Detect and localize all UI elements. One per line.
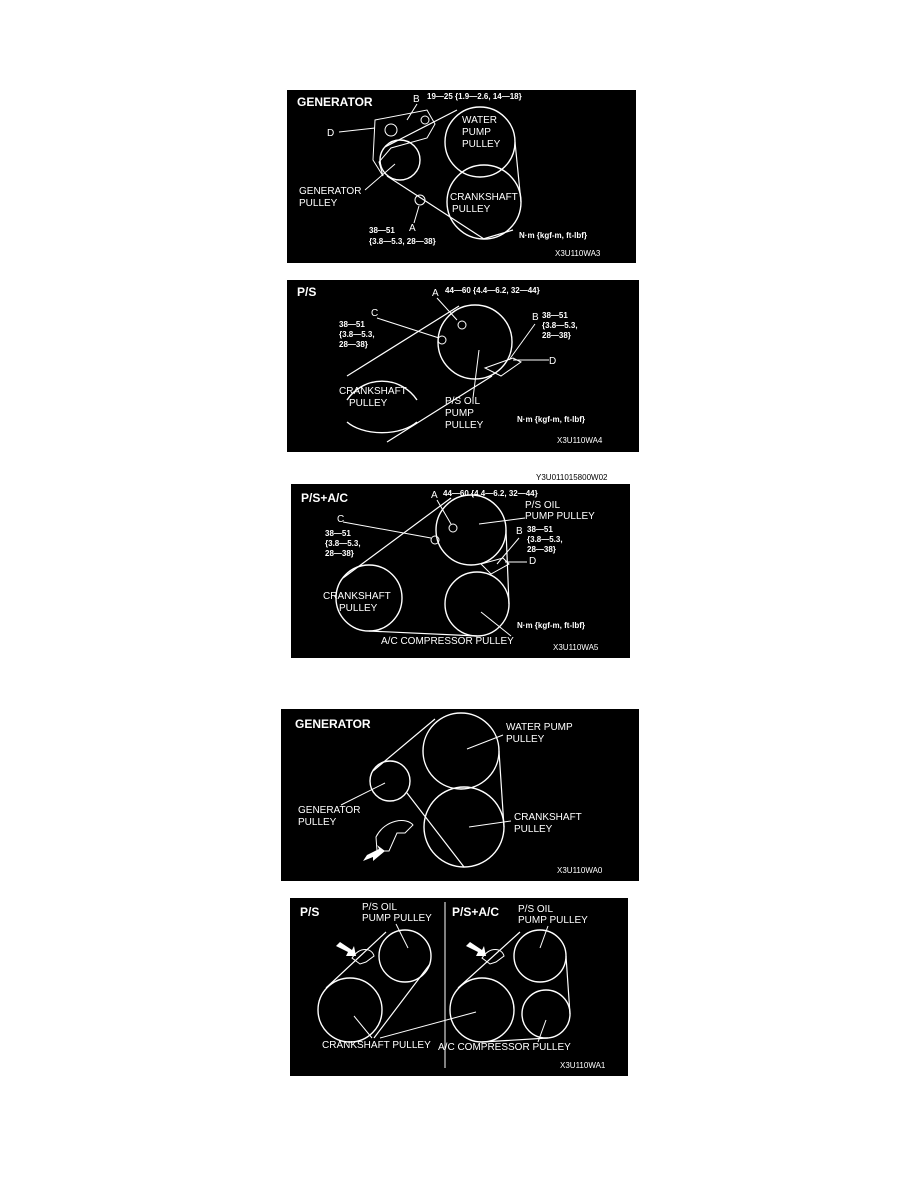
bolt-a — [458, 321, 466, 329]
torque-c-line3: 28—38} — [325, 549, 354, 558]
label-d: D — [327, 128, 335, 139]
label-crankshaft-line2: PULLEY — [514, 824, 553, 835]
label-crankshaft-line2: PULLEY — [339, 603, 378, 614]
label-c: C — [337, 514, 345, 525]
figure-code: X3U110WA0 — [557, 866, 603, 875]
adjuster-bracket — [481, 558, 509, 574]
torque-b-line1: 38—51 — [527, 525, 553, 534]
label-ps-pump-line3: PULLEY — [445, 420, 484, 431]
panel-title: P/S — [297, 285, 317, 299]
label-crankshaft-line1: CRANKSHAFT — [514, 812, 582, 823]
push-arrow-icon — [363, 845, 385, 861]
label-water-pump-line2: PULLEY — [506, 734, 545, 745]
figure-code: X3U110WA1 — [560, 1061, 606, 1070]
label-crankshaft-line1: CRANKSHAFT — [339, 386, 407, 397]
torque-b-line2: {3.8—5.3, — [542, 321, 578, 330]
bolt-c — [438, 336, 446, 344]
label-crankshaft-line1: CRANKSHAFT — [323, 591, 391, 602]
label-crankshaft-line1: CRANKSHAFT — [450, 192, 518, 203]
leader-b — [497, 538, 519, 564]
ps-torque-drawing — [287, 280, 639, 452]
label-a: A — [409, 223, 416, 234]
panel-title: GENERATOR — [295, 717, 371, 731]
label-ac-compressor: A/C COMPRESSOR PULLEY — [381, 636, 514, 647]
label-ps-pump-right-line1: P/S OIL — [518, 904, 554, 915]
crankshaft-pulley-left — [318, 978, 382, 1042]
torque-a-line1: 38—51 — [369, 226, 395, 235]
label-ps-pump-left-line2: PUMP PULLEY — [362, 913, 432, 924]
diagram-ps-ac-torque — [291, 484, 630, 658]
units: N·m {kgf-m, ft-lbf} — [519, 231, 587, 240]
torque-b-line2: {3.8—5.3, — [527, 535, 563, 544]
ps-oil-pump-pulley — [436, 495, 506, 565]
label-crankshaft: CRANKSHAFT PULLEY — [322, 1040, 431, 1051]
figure-code: X3U110WA3 — [555, 249, 601, 258]
label-water-pump-line2: PUMP — [462, 127, 491, 138]
label-ps-pump-left-line1: P/S OIL — [362, 902, 398, 913]
crankshaft-pulley-arc-lower — [347, 422, 417, 433]
label-generator-line2: PULLEY — [299, 198, 338, 209]
generator-deflection-drawing — [281, 709, 639, 881]
torque-b: 19—25 {1.9—2.6, 14—18} — [427, 92, 522, 101]
generator-bracket — [373, 110, 435, 176]
torque-a: 44—60 {4.4—6.2, 32—44} — [445, 286, 540, 295]
figure-code: X3U110WA4 — [557, 436, 603, 445]
leader-ps-pump-right — [540, 926, 548, 948]
label-b: B — [413, 94, 420, 105]
label-ps-pump-line1: P/S OIL — [445, 396, 481, 407]
label-d: D — [549, 356, 557, 367]
label-c: C — [371, 308, 379, 319]
crankshaft-pulley — [424, 787, 504, 867]
panel-title-right: P/S+A/C — [452, 905, 500, 919]
panel-title-left: P/S — [300, 905, 320, 919]
leader-c — [343, 522, 431, 538]
diagram-generator-torque — [287, 90, 636, 263]
leader-b — [509, 324, 535, 360]
label-water-pump-line3: PULLEY — [462, 139, 501, 150]
diagram-ps-ac-deflection — [290, 898, 628, 1076]
label-water-pump-line1: WATER — [462, 115, 497, 126]
label-generator-line1: GENERATOR — [299, 186, 362, 197]
diagram-generator-deflection — [281, 709, 639, 881]
generator-torque-drawing — [287, 90, 636, 263]
torque-c-line2: {3.8—5.3, — [339, 330, 375, 339]
label-ps-pump-line2: PUMP — [445, 408, 474, 419]
leader-c — [377, 318, 439, 338]
torque-b-line1: 38—51 — [542, 311, 568, 320]
push-arrow-icon-left — [336, 942, 356, 956]
label-crankshaft-line2: PULLEY — [452, 204, 491, 215]
label-b: B — [516, 526, 523, 537]
top-code-label: Y3U011015800W02 — [536, 473, 608, 482]
label-a: A — [432, 288, 439, 299]
torque-c-line3: 28—38} — [339, 340, 368, 349]
ps-oil-pump-pulley — [438, 305, 512, 379]
units: N·m {kgf-m, ft-lbf} — [517, 415, 585, 424]
push-arrow-icon-right — [466, 942, 486, 956]
ps-oil-pump-pulley-left — [379, 930, 431, 982]
label-crankshaft-line2: PULLEY — [349, 398, 388, 409]
drive-belt — [385, 110, 521, 239]
label-water-pump-line1: WATER PUMP — [506, 722, 573, 733]
bolt-d — [385, 124, 397, 136]
leader-d — [339, 128, 375, 132]
label-generator-line2: PULLEY — [298, 817, 337, 828]
panel-title: GENERATOR — [297, 95, 373, 109]
ps-oil-pump-pulley-right — [514, 930, 566, 982]
units: N·m {kgf-m, ft-lbf} — [517, 621, 585, 630]
label-generator-line1: GENERATOR — [298, 805, 361, 816]
hand-icon — [376, 821, 413, 851]
hand-icon-left — [352, 950, 374, 965]
ps-ac-deflection-drawing — [290, 898, 628, 1076]
label-ps-pump-line1: P/S OIL — [525, 500, 561, 511]
leader-crankshaft — [469, 821, 511, 827]
label-d: D — [529, 556, 537, 567]
water-pump-pulley — [423, 713, 499, 789]
label-ps-pump-line2: PUMP PULLEY — [525, 511, 595, 522]
label-a: A — [431, 490, 438, 501]
leader-a — [414, 206, 419, 223]
ps-ac-torque-drawing — [291, 484, 630, 658]
label-b: B — [532, 312, 539, 323]
leader-ps-pump — [473, 350, 479, 398]
leader-crankshaft-left — [354, 1016, 372, 1038]
label-ps-pump-right-line2: PUMP PULLEY — [518, 915, 588, 926]
label-ac-compressor: A/C COMPRESSOR PULLEY — [438, 1042, 571, 1053]
leader-ps-pump — [479, 518, 525, 524]
generator-pulley — [370, 761, 410, 801]
torque-c-line2: {3.8—5.3, — [325, 539, 361, 548]
panel-title: P/S+A/C — [301, 491, 349, 505]
torque-b-line3: 28—38} — [527, 545, 556, 554]
torque-b-line3: 28—38} — [542, 331, 571, 340]
diagram-ps-torque — [287, 280, 639, 452]
crankshaft-pulley-right — [450, 978, 514, 1042]
torque-c-line1: 38—51 — [339, 320, 365, 329]
torque-c-line1: 38—51 — [325, 529, 351, 538]
torque-a: 44—60 {4.4—6.2, 32—44} — [443, 489, 538, 498]
ac-compressor-pulley-right — [522, 990, 570, 1038]
torque-a-line2: {3.8—5.3, 28—38} — [369, 237, 436, 246]
bolt-b — [421, 116, 429, 124]
bolt-a — [449, 524, 457, 532]
leader-generator — [341, 783, 385, 805]
leader-ps-pump-left — [396, 924, 408, 948]
figure-code: X3U110WA5 — [553, 643, 599, 652]
